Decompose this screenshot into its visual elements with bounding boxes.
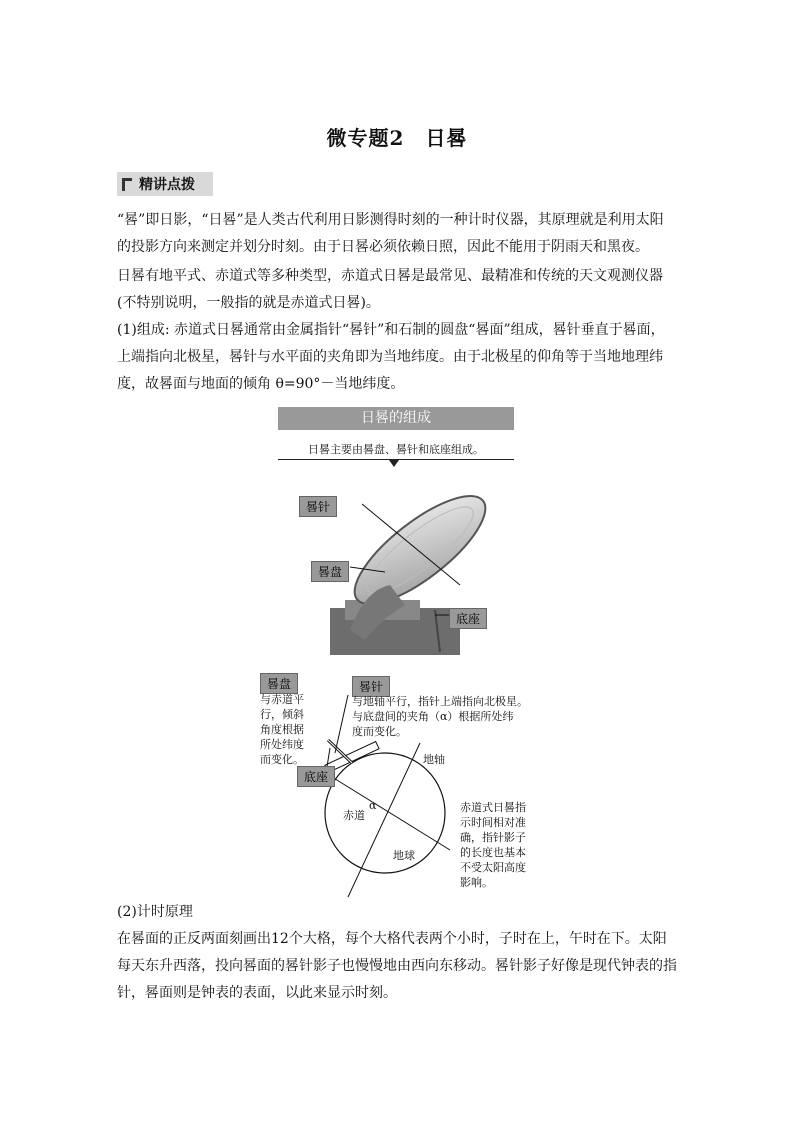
diagram-label-equator: 赤道	[343, 809, 365, 822]
equatorial-note	[460, 800, 540, 890]
diagram-label-base: 底座	[297, 766, 335, 787]
paragraph-composition: (1)组成: 赤道式日晷通常由金属指针“晷针”和石制的圆盘“晷面”组成，晷针垂直于晷面，上端指向北极星，晷针与水平面的夹角即为当地纬度。由于北极星的仰角等于当地地理纬度，故晷面与地面的倾角 θ=90°－当地纬度。	[117, 322, 665, 392]
diagram-label-plate: 晷盘	[260, 673, 298, 694]
diagram-label-needle: 晷针	[352, 676, 390, 697]
needle-desc-line: 度而变化。	[352, 725, 407, 738]
plate-desc-line: 与赤道平	[260, 693, 304, 706]
subheading-timing: (2)计时原理	[117, 904, 193, 920]
caption-pointer-icon	[389, 460, 399, 467]
note-line: 的长度也基本	[460, 846, 526, 859]
plate-desc-line: 所处纬度	[260, 738, 304, 751]
paragraph-intro: “晷”即日影，“日晷”是人类古代利用日影测得时刻的一种计时仪器，其原理就是利用太阳的投影方向来测定并划分时刻。由于日晷必须依赖日照，因此不能用于阴雨天和黑夜。	[117, 212, 664, 255]
note-line: 不受太阳高度	[460, 861, 526, 874]
note-line: 示时间相对准	[460, 816, 526, 829]
photo-label-plate: 晷盘	[311, 561, 349, 582]
note-line: 影响。	[460, 876, 493, 889]
paragraph-timing: 在晷面的正反两面刻画出12个大格，每个大格代表两个小时，子时在上，午时在下。太阳每天东升西落，投向晷面的晷针影子也慢慢地由西向东移动。晷针影子好像是现代钟表的指针，晷面则是钟表的表面，以此来显示时刻。	[117, 931, 677, 1001]
photo-label-base: 底座	[449, 608, 487, 629]
diagram-label-axis: 地轴	[423, 753, 445, 766]
note-line: 确，指针影子	[460, 831, 526, 844]
needle-desc-line: 与地轴平行，指针上端指向北极星。	[352, 695, 528, 708]
plate-desc-line: 而变化。	[260, 753, 304, 766]
diagram-label-alpha: α	[369, 799, 377, 812]
needle-description	[352, 694, 542, 739]
section-icon	[122, 178, 132, 191]
figure-header: 日晷的组成	[278, 407, 514, 430]
note-line: 赤道式日晷指	[460, 801, 526, 814]
figure-caption: 日晷主要由晷盘、晷针和底座组成。	[308, 443, 484, 456]
photo-label-needle: 晷针	[299, 496, 337, 517]
paragraph-types: 日晷有地平式、赤道式等多种类型，赤道式日晷是最常见、最精准和传统的天文观测仪器(不特别说明，一般指的就是赤道式日晷)。	[117, 268, 663, 311]
diagram-label-earth: 地球	[393, 849, 415, 862]
section-label: 精讲点拨	[139, 177, 195, 193]
section-header	[117, 172, 213, 196]
page-title: 微专题2 日晷	[326, 126, 468, 150]
plate-description	[260, 692, 320, 767]
plate-desc-line: 行，倾斜	[260, 708, 304, 721]
needle-desc-line: 与底盘间的夹角（α）根据所处纬	[352, 710, 514, 723]
plate-desc-line: 角度根据	[260, 723, 304, 736]
